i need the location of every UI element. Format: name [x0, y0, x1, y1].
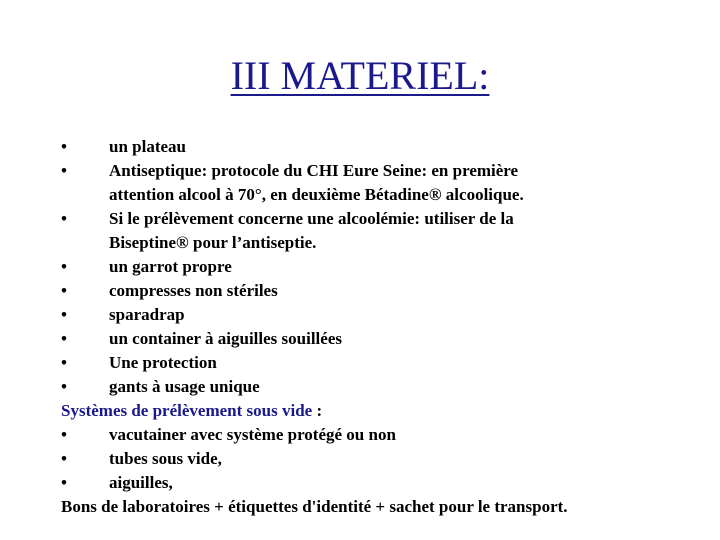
list-item [61, 447, 671, 471]
slide-title-container [0, 52, 720, 99]
list-item [61, 375, 671, 399]
bullet-icon: • [61, 377, 67, 396]
bullet-icon: • [61, 281, 67, 300]
vacuum-systems-heading [61, 399, 671, 423]
materials-list [61, 135, 671, 519]
item-text: tubes sous vide, [109, 449, 222, 468]
vacuum-systems-heading-text: Systèmes de prélèvement sous vide [61, 401, 313, 420]
list-item [61, 471, 671, 495]
bullet-icon: • [61, 137, 67, 156]
item-text-continued: Biseptine® pour l’antiseptie. [109, 233, 317, 252]
item-text: Si le prélèvement concerne une alcoolémie: utiliser de la [109, 209, 514, 228]
list-item [61, 423, 671, 447]
item-text-continued: attention alcool à 70°, en deuxième Bétadine® alcoolique. [109, 185, 524, 204]
bullet-icon: • [61, 353, 67, 372]
bullet-icon: • [61, 257, 67, 276]
item-text: un garrot propre [109, 257, 232, 276]
slide-title: III MATERIEL: [230, 53, 490, 98]
list-item [61, 351, 671, 375]
item-text: gants à usage unique [109, 377, 260, 396]
footer-note: Bons de laboratoires + étiquettes d'identité + sachet pour le transport. [61, 497, 568, 516]
item-text: vacutainer avec système protégé ou non [109, 425, 396, 444]
list-item [61, 279, 671, 303]
bullet-icon: • [61, 425, 67, 444]
bullet-icon: • [61, 209, 67, 228]
item-text: un container à aiguilles souillées [109, 329, 342, 348]
item-text: compresses non stériles [109, 281, 278, 300]
item-text: Antiseptique: protocole du CHI Eure Seine: en première [109, 161, 519, 180]
item-text: aiguilles, [109, 473, 173, 492]
item-text: un plateau [109, 137, 186, 156]
bullet-icon: • [61, 161, 67, 180]
vacuum-systems-heading-colon: : [312, 401, 323, 420]
list-item [61, 207, 671, 255]
list-item [61, 327, 671, 351]
list-item [61, 135, 671, 159]
list-item [61, 303, 671, 327]
bullet-icon: • [61, 329, 67, 348]
list-item [61, 159, 671, 207]
bullet-icon: • [61, 305, 67, 324]
bullet-icon: • [61, 449, 67, 468]
bullet-icon: • [61, 473, 67, 492]
item-text: sparadrap [109, 305, 185, 324]
list-item [61, 255, 671, 279]
item-text: Une protection [109, 353, 217, 372]
